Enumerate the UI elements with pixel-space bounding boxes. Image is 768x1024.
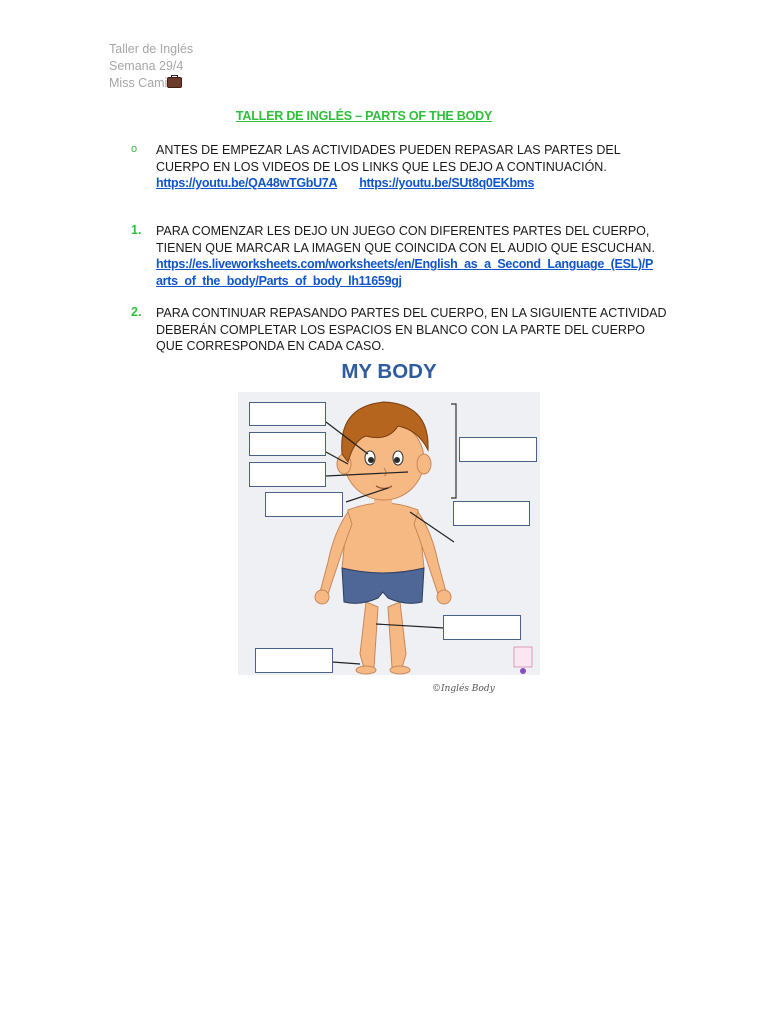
answer-box[interactable] <box>249 402 326 426</box>
intro-item <box>131 142 671 192</box>
answer-box[interactable] <box>443 615 521 640</box>
briefcase-icon <box>167 77 182 88</box>
worksheet-link[interactable]: https://es.liveworksheets.com/worksheets/en/English_as_a_Second_Language_(ESL)/P arts_of_the_body/Parts_of_body_lh11659gj <box>156 257 654 288</box>
bullet-icon: o <box>131 143 138 155</box>
diagram-title: MY BODY <box>341 360 437 383</box>
step-2-text: PARA CONTINUAR REPASANDO PARTES DEL CUERPO, EN LA SIGUIENTE ACTIVIDAD DEBERÁN COMPLETAR LOS ESPACIOS EN BLANCO CON LA PARTE DEL CUERPO QUE CORRESPONDA EN CADA CASO. <box>156 306 667 353</box>
answer-box[interactable] <box>249 432 326 456</box>
header-teacher: Miss Cami <box>109 75 193 92</box>
page-title: TALLER DE INGLÉS – PARTS OF THE BODY <box>235 109 493 123</box>
answer-box[interactable] <box>265 492 343 517</box>
video-link-1[interactable]: https://youtu.be/QA48wTGbU7A <box>156 176 338 190</box>
intro-text: ANTES DE EMPEZAR LAS ACTIVIDADES PUEDEN REPASAR LAS PARTES DEL CUERPO EN LOS VIDEOS DE LOS LINKS QUE LES DEJO A CONTINUACIÓN. <box>156 143 621 174</box>
step-1-text: PARA COMENZAR LES DEJO UN JUEGO CON DIFERENTES PARTES DEL CUERPO, TIENEN QUE MARCAR LA IMAGEN QUE COINCIDA CON EL AUDIO QUE ESCUCHAN. <box>156 224 655 255</box>
body-diagram <box>238 360 540 694</box>
step-1 <box>131 223 671 289</box>
step-2 <box>131 305 671 355</box>
answer-box[interactable] <box>249 462 326 487</box>
document-header <box>109 41 193 92</box>
header-week: Semana 29/4 <box>109 59 184 73</box>
video-link-2[interactable]: https://youtu.be/SUt8q0EKbms <box>359 176 535 190</box>
header-course: Taller de Inglés <box>109 42 194 56</box>
answer-box[interactable] <box>459 437 537 462</box>
step-1-number: 1. <box>131 223 142 237</box>
answer-box[interactable] <box>255 648 333 673</box>
diagram-background <box>238 392 540 694</box>
step-2-number: 2. <box>131 305 142 319</box>
watermark: ©Inglés Body <box>432 684 495 694</box>
answer-box[interactable] <box>453 501 530 526</box>
